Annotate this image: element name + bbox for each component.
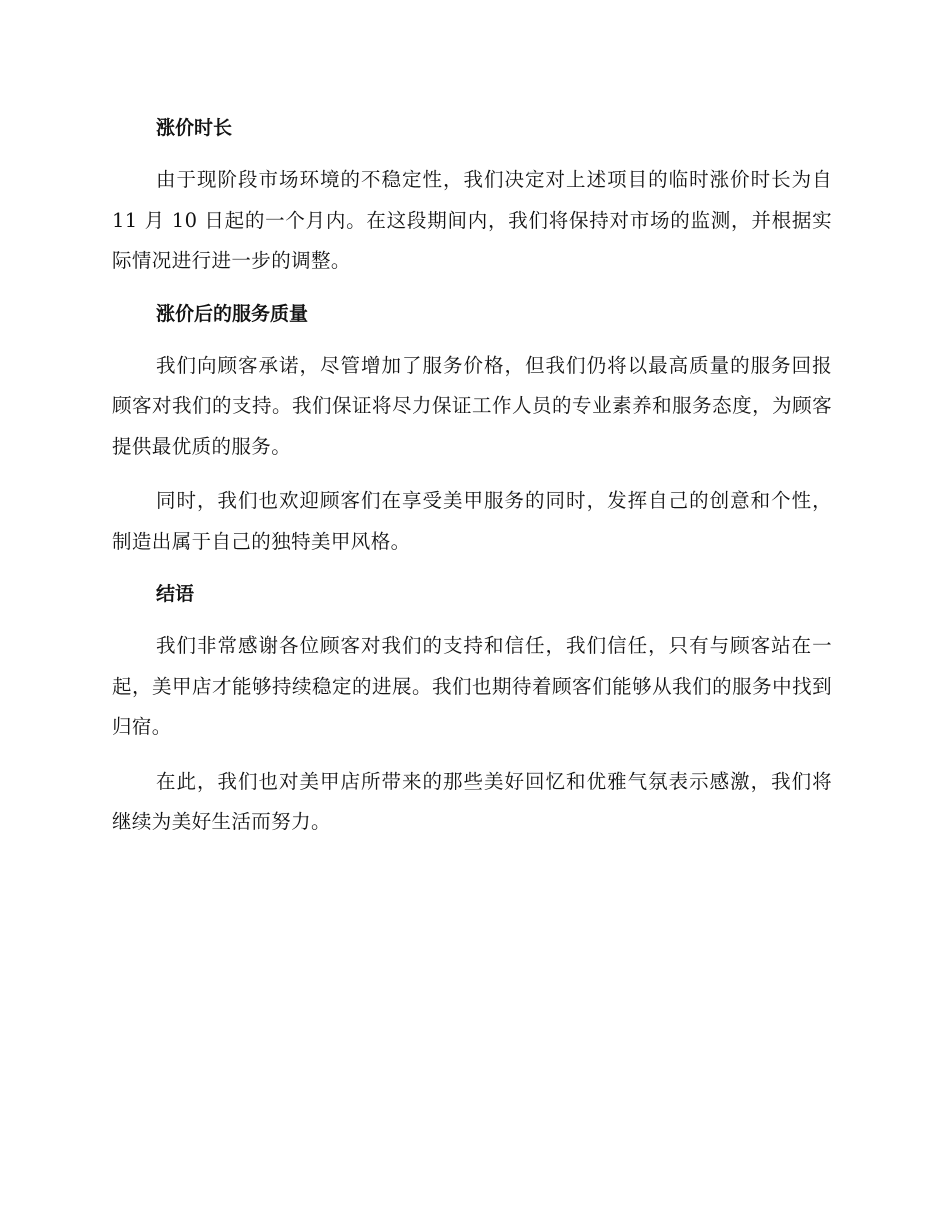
paragraph-creativity: 同时，我们也欢迎顾客们在享受美甲服务的同时，发挥自己的创意和个性，制造出属于自己的独特美甲风格。 xyxy=(112,489,832,553)
document-page xyxy=(112,110,832,857)
paragraph-thanks: 我们非常感谢各位顾客对我们的支持和信任，我们信任，只有与顾客站在一起，美甲店才能够持续稳定的进展。我们也期待着顾客们能够从我们的服务中找到归宿。 xyxy=(112,634,832,738)
paragraph-service-promise: 我们向顾客承诺，尽管增加了服务价格，但我们仍将以最高质量的服务回报顾客对我们的支持。我们保证将尽力保证工作人员的专业素养和服务态度，为顾客提供最优质的服务。 xyxy=(112,353,832,458)
paragraph-closing: 在此，我们也对美甲店所带来的那些美好回忆和优雅气氛表示感激，我们将继续为美好生活而努力。 xyxy=(112,769,832,833)
section-heading-conclusion: 结语 xyxy=(156,583,195,605)
section-heading-service-quality: 涨价后的服务质量 xyxy=(156,302,309,325)
paragraph-duration: 由于现阶段市场环境的不稳定性，我们决定对上述项目的临时涨价时长为自 11 月 10 日起的一个月内。在这段期间内，我们将保持对市场的监测，并根据实际情况进行进一步的调整。 xyxy=(112,168,832,272)
section-heading-duration: 涨价时长 xyxy=(156,117,233,139)
